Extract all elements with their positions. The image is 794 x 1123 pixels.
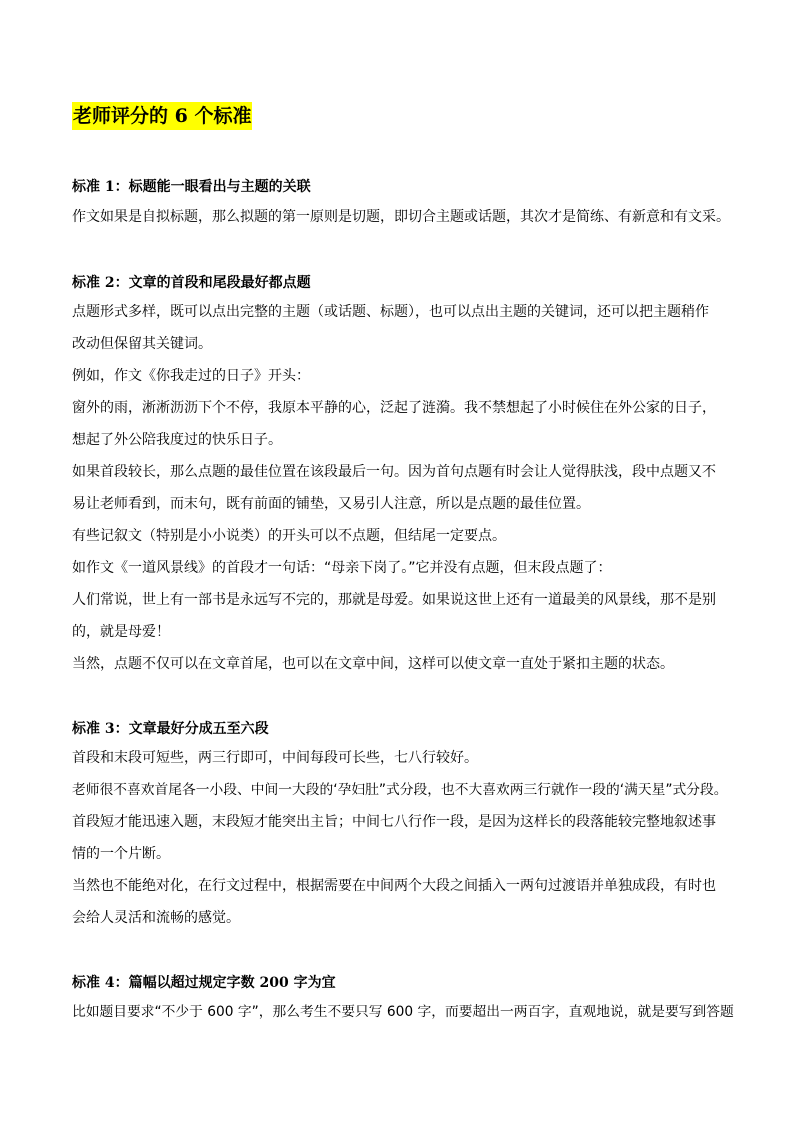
- section-3-line-6: 会给人灵活和流畅的感觉。: [72, 910, 240, 926]
- section-2-line-5: 想起了外公陪我度过的快乐日子。: [72, 432, 282, 448]
- section-2-line-7: 易让老师看到，而末句，既有前面的铺垫，又易引人注意，所以是点题的最佳位置。: [72, 496, 590, 512]
- section-2-line-12: 当然，点题不仅可以在文章首尾，也可以在文章中间，这样可以使文章一直处于紧扣主题的状态。: [72, 656, 674, 672]
- section-heading-3: 标准 3：文章最好分成五至六段: [72, 721, 269, 737]
- section-2-line-9: 如作文《一道风景线》的首段才一句话：“母亲下岗了。”它并没有点题，但末段点题了：: [72, 560, 612, 576]
- section-3-line-4: 情的一个片断。: [72, 846, 170, 862]
- section-2-line-6: 如果首段较长，那么点题的最佳位置在该段最后一句。因为首句点题有时会让人觉得肤浅，段中点题又不: [72, 464, 716, 480]
- section-2-line-3: 例如，作文《你我走过的日子》开头：: [72, 368, 310, 384]
- section-heading-1: 标准 1：标题能一眼看出与主题的关联: [72, 179, 311, 195]
- section-3-line-3: 首段短才能迅速入题，末段短才能突出主旨；中间七八行作一段，是因为这样长的段落能较完整地叙述事: [72, 814, 716, 830]
- page-title: 老师评分的 6 个标准: [72, 102, 252, 130]
- section-2-line-8: 有些记叙文（特别是小小说类）的开头可以不点题，但结尾一定要点。: [72, 528, 506, 544]
- section-2-line-2: 改动但保留其关键词。: [72, 336, 212, 352]
- section-4-line-1: 比如题目要求“不少于 600 字”，那么考生不要只写 600 字，而要超出一两百字，直观地说，就是要写到答题: [72, 1004, 734, 1020]
- section-3-line-2: 老师很不喜欢首尾各一小段、中间一大段的‘孕妇肚”式分段，也不大喜欢两三行就作一段的‘满天星”式分段。: [72, 782, 728, 798]
- section-3-line-1: 首段和末段可短些，两三行即可，中间每段可长些，七八行较好。: [72, 750, 478, 766]
- section-heading-4: 标准 4：篇幅以超过规定字数 200 字为宜: [72, 975, 336, 991]
- section-1-line-1: 作文如果是自拟标题，那么拟题的第一原则是切题，即切合主题或话题，其次才是简练、有新意和有文采。: [72, 209, 730, 225]
- section-2-line-11: 的，就是母爱！: [72, 624, 170, 640]
- section-2-line-10: 人们常说，世上有一部书是永远写不完的，那就是母爱。如果说这世上还有一道最美的风景线，那不是别: [72, 592, 716, 608]
- section-heading-2: 标准 2：文章的首段和尾段最好都点题: [72, 275, 311, 291]
- section-3-line-5: 当然也不能绝对化，在行文过程中，根据需要在中间两个大段之间插入一两句过渡语并单独成段，有时也: [72, 878, 716, 894]
- section-2-line-1: 点题形式多样，既可以点出完整的主题（或话题、标题），也可以点出主题的关键词，还可以把主题稍作: [72, 304, 709, 320]
- section-2-line-4: 窗外的雨，淅淅沥沥下个不停，我原本平静的心，泛起了涟漪。我不禁想起了小时候住在外公家的日子，: [72, 400, 716, 416]
